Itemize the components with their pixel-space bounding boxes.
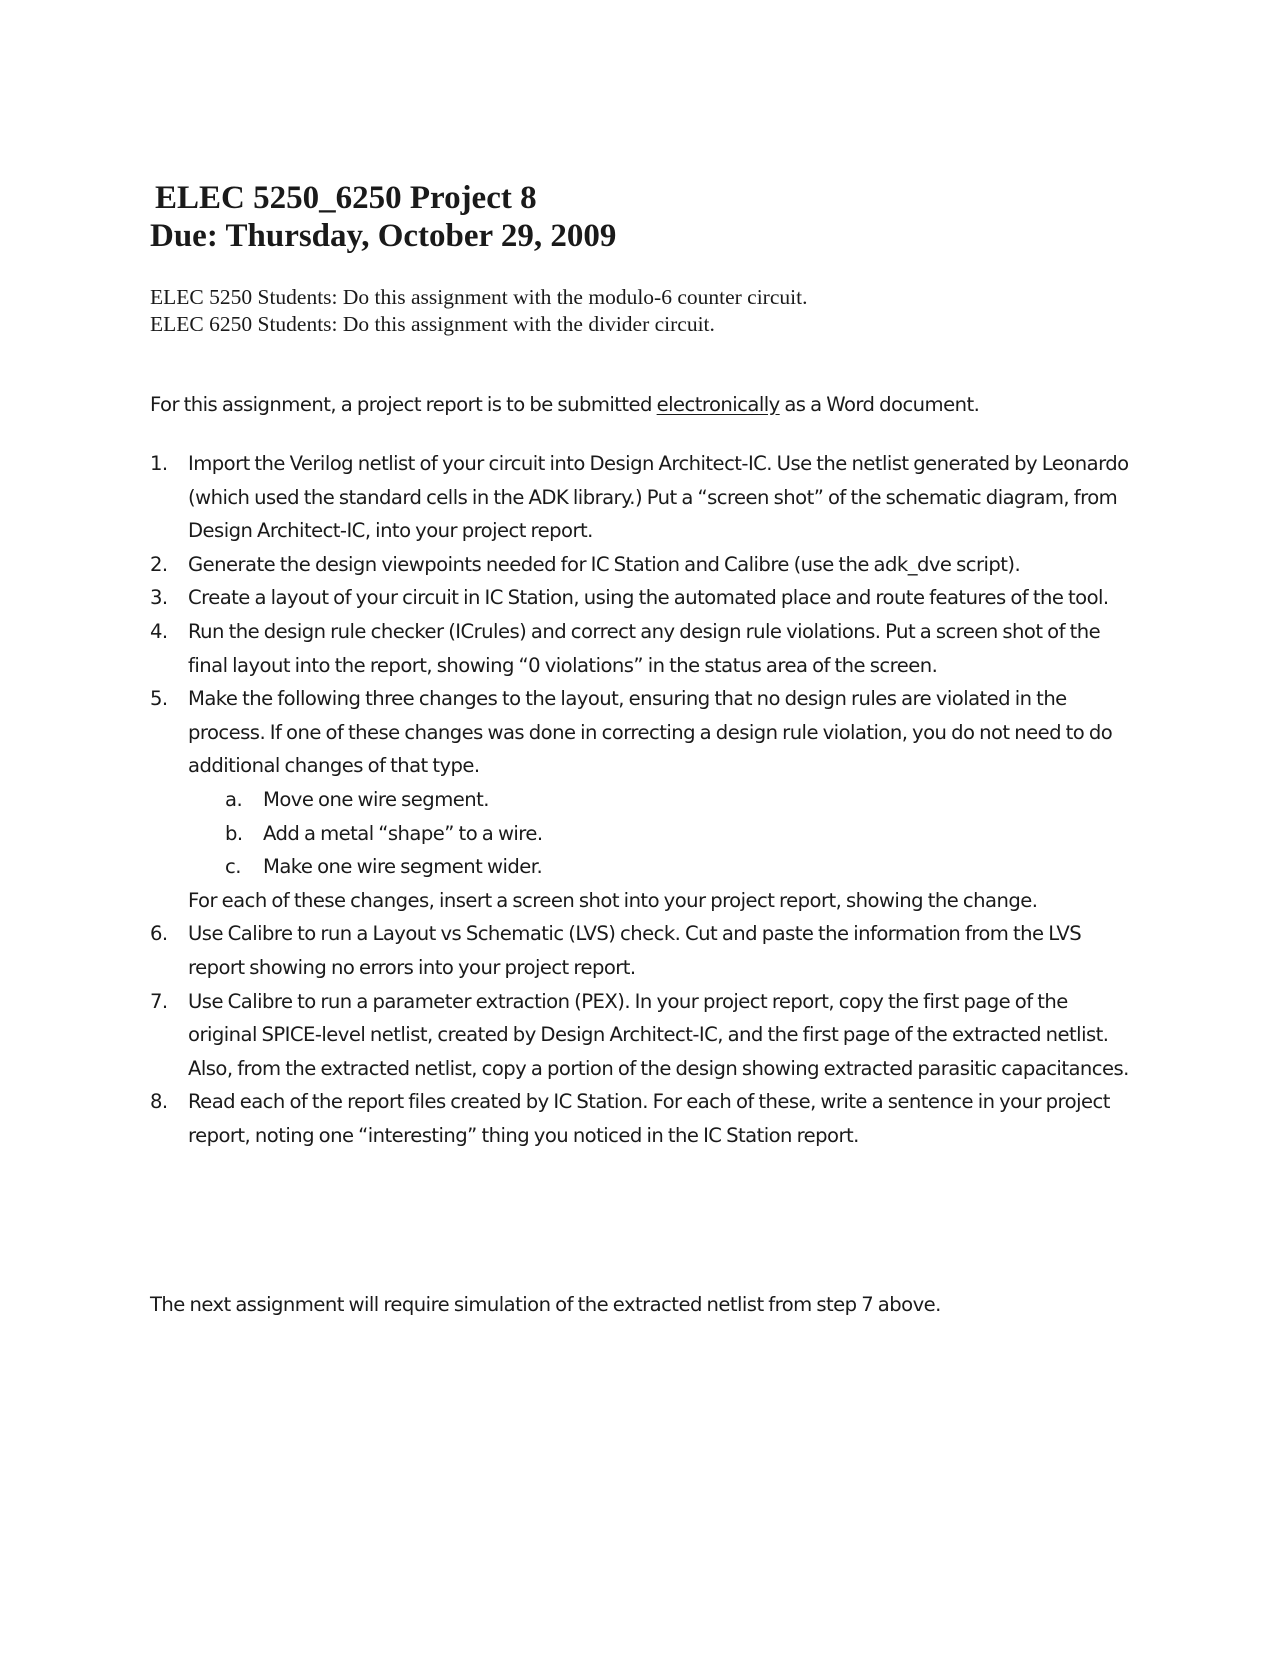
steps-list bbox=[150, 447, 1130, 1152]
intro-underlined-word: electronically bbox=[656, 393, 780, 416]
step-item bbox=[150, 917, 1130, 984]
sub-step-item bbox=[188, 850, 1130, 884]
project-title: ELEC 5250_6250 Project 8 bbox=[155, 180, 537, 216]
step-text: Read each of the report files created by IC Station. For each of these, write a sentence in your project report, noting one “interesting” thing you noticed in the IC Station report. bbox=[188, 1090, 1110, 1147]
step-text: Generate the design viewpoints needed for IC Station and Calibre (use the adk_dve script). bbox=[188, 552, 1021, 576]
step-number: 4. bbox=[150, 619, 168, 643]
sub-step-text: Move one wire segment. bbox=[263, 787, 489, 811]
sub-step-letter: b. bbox=[225, 821, 243, 845]
step-item bbox=[150, 682, 1130, 917]
step-text: Run the design rule checker (ICrules) and correct any design rule violations. Put a screen shot of the final layout into the report, showing “0 violations” in the status area of the screen. bbox=[188, 619, 1101, 677]
step-item bbox=[150, 447, 1130, 548]
sub-step-item bbox=[188, 783, 1130, 817]
due-date: Due: Thursday, October 29, 2009 bbox=[150, 218, 617, 254]
sub-step-item bbox=[188, 817, 1130, 851]
sub-step-text: Add a metal “shape” to a wire. bbox=[263, 821, 543, 845]
closing-paragraph: The next assignment will require simulation of the extracted netlist from step 7 above. bbox=[150, 1293, 941, 1316]
sub-steps-list bbox=[188, 783, 1130, 884]
step-item bbox=[150, 615, 1130, 682]
intro-before: For this assignment, a project report is to be submitted bbox=[150, 393, 657, 416]
intro-paragraph bbox=[150, 392, 979, 418]
step-number: 2. bbox=[150, 552, 168, 576]
step-followup-text: For each of these changes, insert a screen shot into your project report, showing the change. bbox=[188, 888, 1038, 912]
step-number: 5. bbox=[150, 687, 168, 711]
step-item bbox=[150, 985, 1130, 1086]
step-item bbox=[150, 548, 1130, 582]
sub-step-letter: c. bbox=[225, 855, 241, 879]
step-item bbox=[150, 581, 1130, 615]
step-text: Import the Verilog netlist of your circuit into Design Architect-IC. Use the netlist generated by Leonardo (which used the standard cells in the ADK library.) Put a “screen shot” of the schematic diagram, from Design Architect-IC, into your project report. bbox=[188, 452, 1129, 543]
sub-step-text: Make one wire segment wider. bbox=[263, 855, 543, 879]
step-item bbox=[150, 1085, 1130, 1152]
step-number: 1. bbox=[150, 452, 168, 475]
step-number: 3. bbox=[150, 586, 168, 610]
step-text: Make the following three changes to the layout, ensuring that no design rules are violated in the process. If one of these changes was done in correcting a design rule violation, you do not need to do additional changes of that type. bbox=[188, 687, 1113, 778]
step-number: 7. bbox=[150, 989, 168, 1013]
students-5250-line: ELEC 5250 Students: Do this assignment with the modulo-6 counter circuit. bbox=[150, 285, 808, 309]
sub-step-letter: a. bbox=[225, 787, 243, 811]
intro-after: as a Word document. bbox=[779, 393, 980, 416]
step-number: 8. bbox=[150, 1090, 168, 1114]
step-text: Use Calibre to run a parameter extraction (PEX). In your project report, copy the first page of the original SPICE-level netlist, created by Design Architect-IC, and the first page of the extracted netlist. Also, from the extracted netlist, copy a portion of the design showing extracted parasitic capacitances. bbox=[188, 989, 1129, 1080]
step-text: Use Calibre to run a Layout vs Schematic (LVS) check. Cut and paste the information from the LVS report showing no errors into your project report. bbox=[188, 922, 1082, 979]
students-6250-line: ELEC 6250 Students: Do this assignment with the divider circuit. bbox=[150, 312, 715, 336]
step-text: Create a layout of your circuit in IC Station, using the automated place and route features of the tool. bbox=[188, 586, 1109, 610]
step-number: 6. bbox=[150, 922, 168, 946]
